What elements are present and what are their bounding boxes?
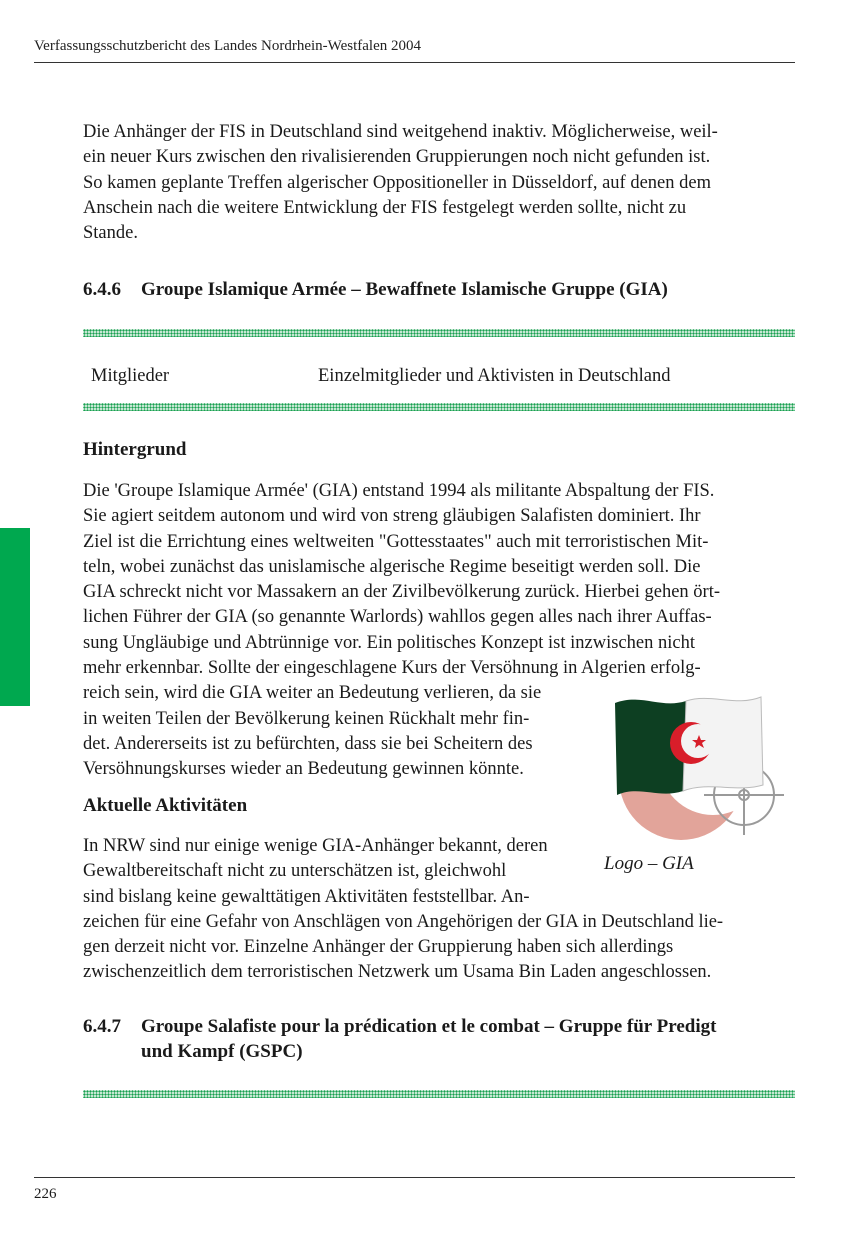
text-line: zeichen für eine Gefahr von Anschlägen von Angehörigen der GIA in Deutschland lie- [83,911,724,932]
footer-rule [34,1177,795,1178]
text-line: ein neuer Kurs zwischen den rivalisierenden Gruppierungen noch nicht gefunden ist. [83,147,711,168]
dotted-rule [83,1090,795,1098]
text-line: GIA schreckt nicht vor Massakern an der Zivilbevölkerung zurück. Hierbei gehen ört- [83,582,721,603]
chapter-side-tab [0,528,30,706]
text-line: sind bislang keine gewalttätigen Aktivitäten feststellbar. An- [83,886,530,907]
gia-logo-icon [611,683,788,843]
text-line: mehr erkennbar. Sollte der eingeschlagene Kurs der Versöhnung in Algerien erfolg- [83,658,701,679]
section-heading-gia [83,277,668,302]
text-line: Die Anhänger der FIS in Deutschland sind weitgehend inaktiv. Möglicherweise, weil- [83,122,718,142]
members-value: Einzelmitglieder und Aktivisten in Deutschland [318,366,671,386]
members-label: Mitglieder [91,366,170,386]
text-line: zwischenzeitlich dem terroristischen Netzwerk um Usama Bin Laden angeschlossen. [83,962,712,983]
text-line: Anschein nach die weitere Entwicklung der FIS festgelegt werden sollte, nicht zu [83,197,687,218]
section-number: 6.4.6 [83,279,121,300]
text-line: sung Ungläubige und Abtrünnige vor. Ein politisches Konzept ist inzwischen nicht [83,632,695,653]
dotted-rule [83,403,795,411]
text-line: So kamen geplante Treffen algerischer Oppositioneller in Düsseldorf, auf denen dem [83,172,711,193]
dotted-rule [83,329,795,337]
page-number: 226 [34,1186,57,1202]
text-line: reich sein, wird die GIA weiter an Bedeutung verlieren, da sie [83,683,542,704]
running-header: Verfassungsschutzbericht des Landes Nordrhein-Westfalen 2004 [34,38,422,54]
text-line: Versöhnungskurses wieder an Bedeutung gewinnen könnte. [83,759,524,780]
text-line: Stande. [83,223,138,244]
section-title: Groupe Islamique Armée – Bewaffnete Islamische Gruppe (GIA) [141,279,668,300]
text-line: Ziel ist die Errichtung eines weltweiten "Gottesstaates" auch mit terroristischen Mit- [83,531,709,552]
intro-paragraph [83,120,795,246]
text-line: gen derzeit nicht vor. Einzelne Anhänger der Gruppierung haben sich allerdings [83,937,674,958]
text-line: lichen Führer der GIA (so genannte Warlords) wahllos gegen alles nach ihrer Auffas- [83,607,712,628]
text-line: Sie agiert seitdem autonom und wird von streng gläubigen Salafisten dominiert. Ihr [83,506,701,527]
hintergrund-heading: Hintergrund [83,439,187,460]
text-line: in weiten Teilen der Bevölkerung keinen Rückhalt mehr fin- [83,708,530,729]
header-rule [34,62,795,63]
text-line: Gewaltbereitschaft nicht zu unterschätzen ist, gleichwohl [83,861,507,882]
text-line: In NRW sind nur einige wenige GIA-Anhänger bekannt, deren [83,836,548,856]
section-heading-gspc [83,1014,716,1064]
text-line: teln, wobei zunächst das unislamische algerische Regime beseitigt werden soll. Die [83,556,701,577]
text-line: det. Andererseits ist zu befürchten, dass sie bei Scheitern des [83,733,533,754]
section-title-continued: und Kampf (GSPC) [141,1041,303,1062]
aktivitaeten-heading: Aktuelle Aktivitäten [83,795,248,816]
members-row [91,366,671,387]
text-line: Die 'Groupe Islamique Armée' (GIA) entstand 1994 als militante Abspaltung der FIS. [83,481,715,501]
section-title: Groupe Salafiste pour la prédication et le combat – Gruppe für Predigt [141,1016,717,1037]
section-number: 6.4.7 [83,1016,121,1037]
logo-caption: Logo – GIA [604,853,694,874]
logo-flag [615,697,763,795]
